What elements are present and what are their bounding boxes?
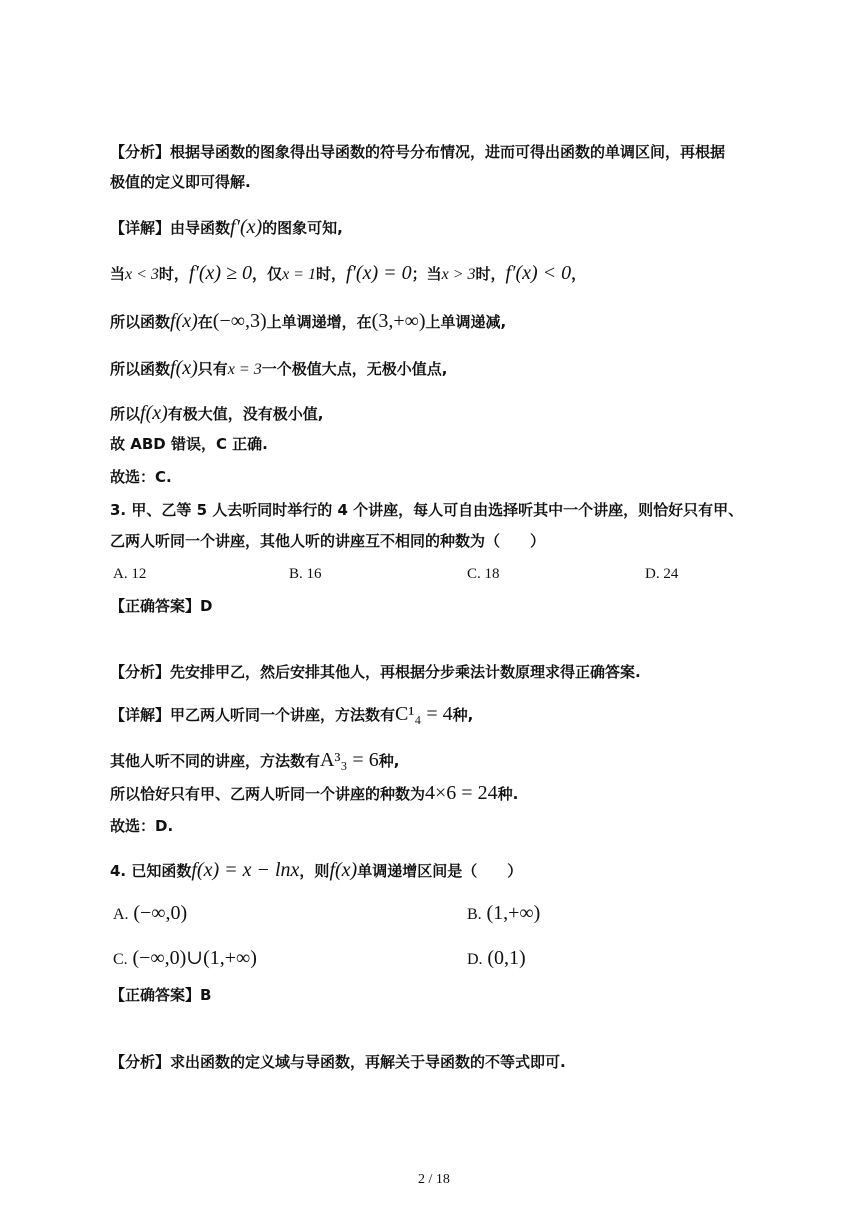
q3-detail-line4: 故选：D. [110, 817, 174, 835]
q3-option-d: D. 24 [645, 566, 679, 582]
q3-detail-line1: 【详解】甲乙两人听同一个讲座，方法数有C¹₄ = 4种, [110, 703, 474, 725]
q4-option-c: C. (−∞,0)∪(1,+∞) [113, 947, 257, 969]
detail1-line2: 当x < 3时，f′(x) ≥ 0，仅x = 1时，f′(x) = 0；当x > 3时，f′(x) < 0， [110, 262, 587, 284]
detail1-line6: 故 ABD 错误，C 正确. [110, 435, 268, 453]
q4-option-d: D. (0,1) [467, 947, 526, 969]
q3-analysis: 【分析】先安排甲乙，然后安排其他人，再根据分步乘法计数原理求得正确答案. [110, 663, 641, 681]
detail1-line7: 故选：C. [110, 468, 172, 486]
detail1-line5: 所以f(x)有极大值，没有极小值, [110, 402, 324, 424]
q4-stem: 4. 已知函数f(x) = x − lnx，则f(x)单调递增区间是（ ） [110, 859, 523, 881]
detail1-line3: 所以函数f(x)在(−∞,3)上单调递增，在(3,+∞)上单调递减, [110, 310, 507, 332]
q4-option-b: B. (1,+∞) [467, 902, 541, 924]
q3-detail-line3: 所以恰好只有甲、乙两人听同一个讲座的种数为4×6 = 24种. [110, 782, 519, 804]
q4-option-a: A. (−∞,0) [113, 902, 188, 924]
page-number: 2 / 18 [418, 1172, 450, 1187]
q3-option-c: C. 18 [467, 566, 500, 582]
detail1-line1: 【详解】由导函数f′(x)的图象可知, [110, 216, 343, 238]
math-fprime: f′(x) [230, 216, 263, 238]
q3-option-b: B. 16 [289, 566, 322, 582]
q4-analysis: 【分析】求出函数的定义域与导函数，再解关于导函数的不等式即可. [110, 1053, 566, 1071]
q3-stem-line2: 乙两人听同一个讲座，其他人听的讲座互不相同的种数为（ ） [110, 532, 546, 550]
q3-option-a: A. 12 [113, 566, 147, 582]
q3-answer: 【正确答案】D [110, 597, 213, 615]
analysis1-line1: 【分析】根据导函数的图象得出导函数的符号分布情况，进而可得出函数的单调区间，再根据 [110, 143, 726, 161]
q3-stem-line1: 3. 甲、乙等 5 人去听同时举行的 4 个讲座，每人可自由选择听其中一个讲座，则恰好只有甲、 [110, 501, 744, 519]
analysis1-line2: 极值的定义即可得解. [110, 173, 251, 191]
q3-detail-line2: 其他人听不同的讲座，方法数有A³₃ = 6种, [110, 749, 400, 771]
detail1-line4: 所以函数f(x)只有x = 3一个极值大点，无极小值点, [110, 357, 448, 379]
q4-answer: 【正确答案】B [110, 986, 212, 1004]
